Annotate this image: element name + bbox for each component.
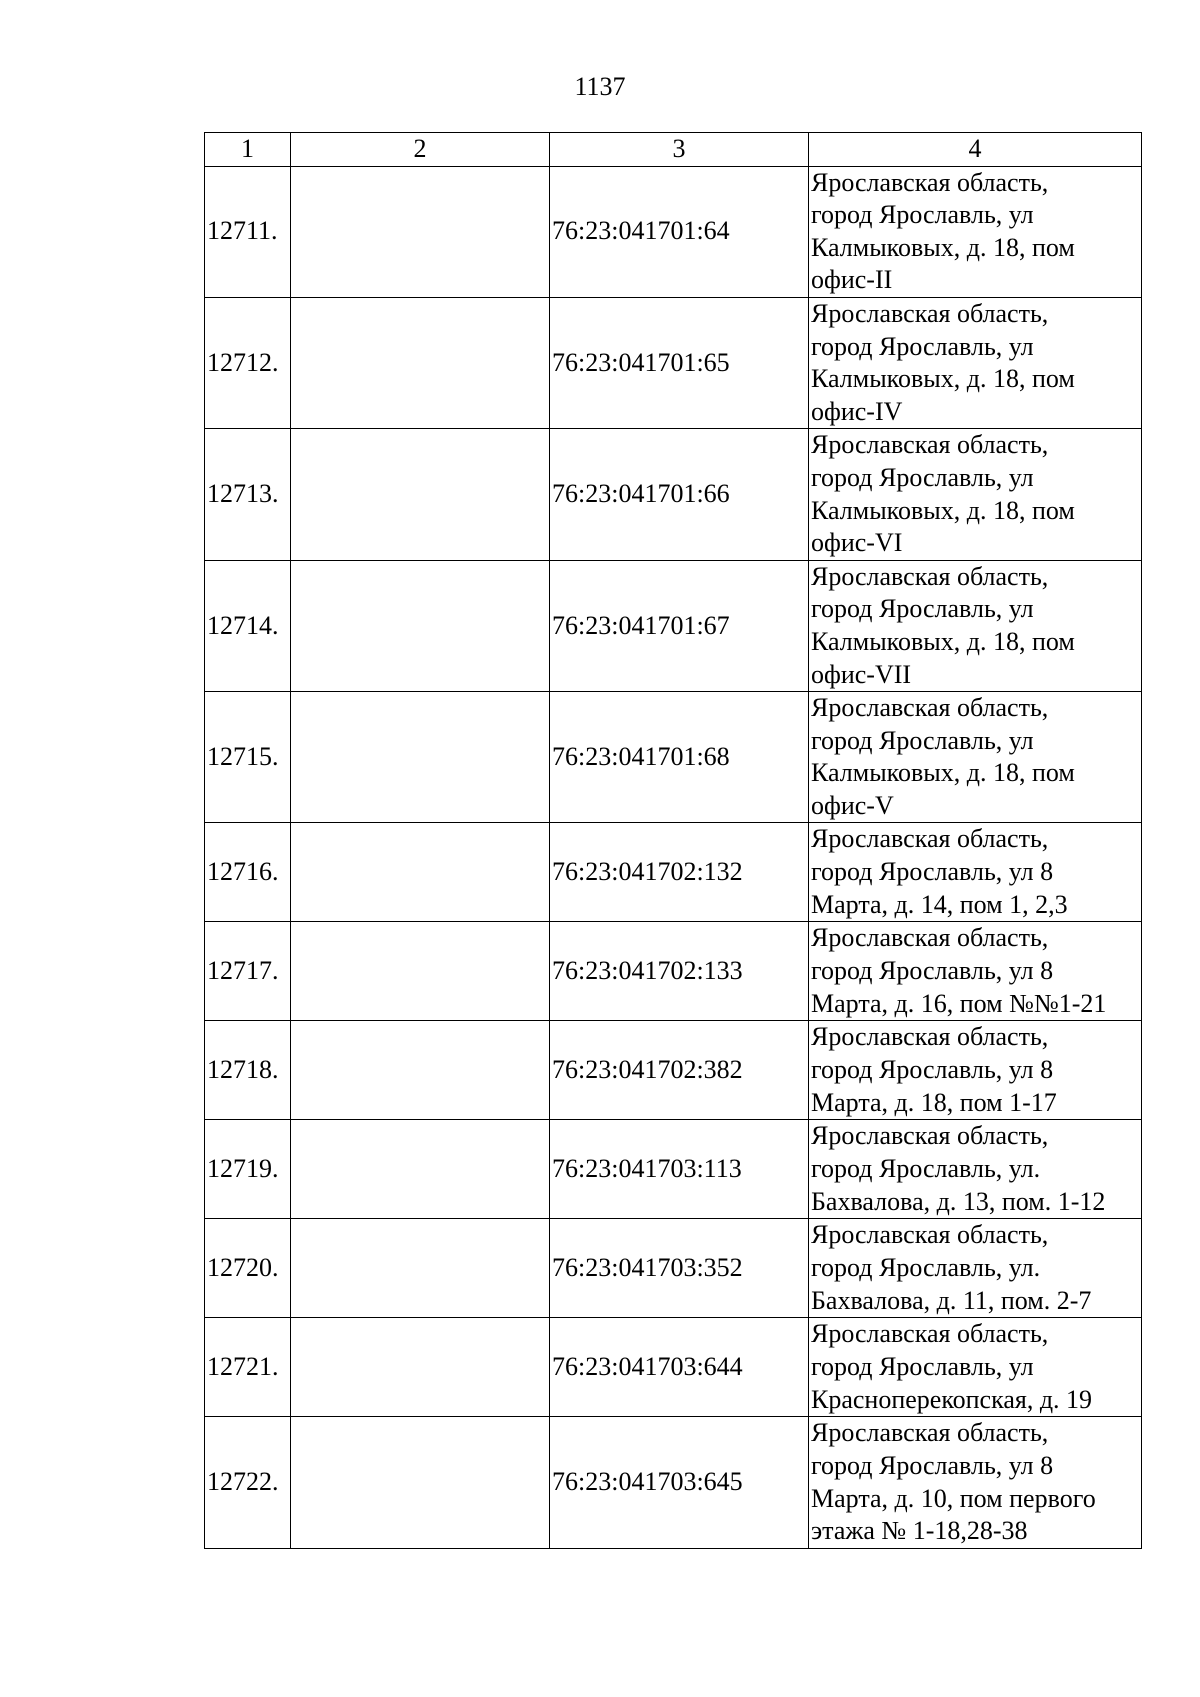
header-row [205, 133, 1142, 167]
cadastral-number: 76:23:041703:113 [550, 1120, 809, 1219]
column-header-3: 3 [550, 133, 809, 167]
row-col2 [291, 1021, 550, 1120]
cadastral-number: 76:23:041703:645 [550, 1417, 809, 1548]
page-number: 1137 [574, 72, 626, 101]
cadastral-number: 76:23:041701:66 [550, 429, 809, 560]
cadastral-number: 76:23:041702:133 [550, 922, 809, 1021]
cadastral-number: 76:23:041701:68 [550, 692, 809, 823]
address: Ярославская область, город Ярославль, ул Калмыковых, д. 18, пом офис-IV [809, 297, 1142, 428]
column-header-2: 2 [291, 133, 550, 167]
row-number: 12716. [205, 823, 291, 922]
row-col2 [291, 1120, 550, 1219]
table-row [205, 1120, 1142, 1219]
row-col2 [291, 560, 550, 691]
row-number: 12712. [205, 297, 291, 428]
row-number: 12714. [205, 560, 291, 691]
row-col2 [291, 166, 550, 297]
address: Ярославская область, город Ярославль, ул 8 Марта, д. 14, пом 1, 2,3 [809, 823, 1142, 922]
table-row [205, 1417, 1142, 1548]
address: Ярославская область, город Ярославль, ул. Бахвалова, д. 11, пом. 2-7 [809, 1219, 1142, 1318]
row-number: 12722. [205, 1417, 291, 1548]
row-number: 12711. [205, 166, 291, 297]
row-number: 12715. [205, 692, 291, 823]
address: Ярославская область, город Ярославль, ул. Бахвалова, д. 13, пом. 1-12 [809, 1120, 1142, 1219]
row-number: 12718. [205, 1021, 291, 1120]
cadastral-number: 76:23:041701:64 [550, 166, 809, 297]
row-col2 [291, 823, 550, 922]
table-row [205, 429, 1142, 560]
row-col2 [291, 1417, 550, 1548]
cadastral-number: 76:23:041702:132 [550, 823, 809, 922]
address: Ярославская область, город Ярославль, ул Калмыковых, д. 18, пом офис-VI [809, 429, 1142, 560]
address: Ярославская область, город Ярославль, ул Калмыковых, д. 18, пом офис-II [809, 166, 1142, 297]
cadastral-number: 76:23:041702:382 [550, 1021, 809, 1120]
table-row [205, 922, 1142, 1021]
row-number: 12717. [205, 922, 291, 1021]
row-col2 [291, 297, 550, 428]
row-number: 12720. [205, 1219, 291, 1318]
registry-table [204, 132, 1142, 1549]
row-col2 [291, 922, 550, 1021]
table-row [205, 823, 1142, 922]
row-col2 [291, 1318, 550, 1417]
cadastral-number: 76:23:041701:65 [550, 297, 809, 428]
address: Ярославская область, город Ярославль, ул Красноперекопская, д. 19 [809, 1318, 1142, 1417]
address: Ярославская область, город Ярославль, ул Калмыковых, д. 18, пом офис-V [809, 692, 1142, 823]
column-header-4: 4 [809, 133, 1142, 167]
address: Ярославская область, город Ярославль, ул Калмыковых, д. 18, пом офис-VII [809, 560, 1142, 691]
row-col2 [291, 1219, 550, 1318]
table-row [205, 692, 1142, 823]
address: Ярославская область, город Ярославль, ул 8 Марта, д. 18, пом 1-17 [809, 1021, 1142, 1120]
table-row [205, 166, 1142, 297]
table-row [205, 1219, 1142, 1318]
table-row [205, 1021, 1142, 1120]
row-number: 12719. [205, 1120, 291, 1219]
address: Ярославская область, город Ярославль, ул 8 Марта, д. 10, пом первого этажа № 1-18,28-38 [809, 1417, 1142, 1548]
table-row [205, 1318, 1142, 1417]
row-number: 12721. [205, 1318, 291, 1417]
table-row [205, 560, 1142, 691]
row-number: 12713. [205, 429, 291, 560]
column-header-1: 1 [205, 133, 291, 167]
cadastral-number: 76:23:041701:67 [550, 560, 809, 691]
cadastral-number: 76:23:041703:352 [550, 1219, 809, 1318]
row-col2 [291, 429, 550, 560]
table-row [205, 297, 1142, 428]
cadastral-number: 76:23:041703:644 [550, 1318, 809, 1417]
address: Ярославская область, город Ярославль, ул 8 Марта, д. 16, пом №№1-21 [809, 922, 1142, 1021]
row-col2 [291, 692, 550, 823]
